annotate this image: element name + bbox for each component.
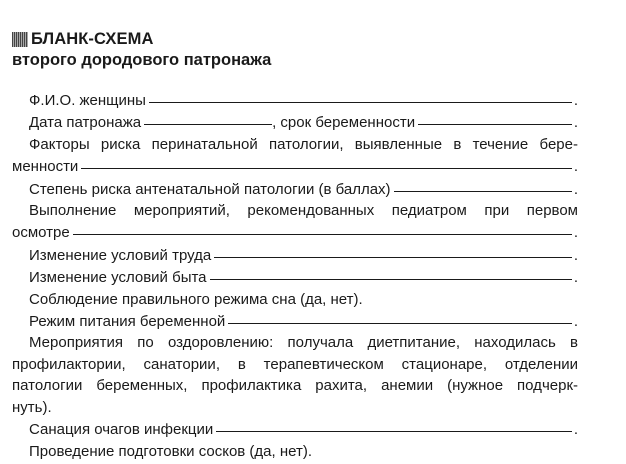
term-label: , срок беременности bbox=[272, 114, 416, 132]
risk-degree-label: Степень риска антенатальной патологии (в баллах) bbox=[29, 180, 391, 198]
fio-dot: . bbox=[573, 92, 578, 109]
life-dot: . bbox=[573, 269, 578, 287]
fio-label: Ф.И.О. женщины bbox=[29, 92, 146, 109]
diet-label: Режим питания беременной bbox=[29, 313, 226, 331]
title-row bbox=[12, 28, 271, 50]
risk-factors-field[interactable] bbox=[81, 153, 572, 169]
work-label: Изменение условий труда bbox=[29, 246, 212, 264]
date-label: Дата патронажа bbox=[29, 114, 142, 132]
date-field[interactable] bbox=[144, 109, 272, 125]
diet-dot: . bbox=[573, 313, 578, 331]
measures-row bbox=[12, 221, 578, 243]
risk-factors-line2: менности bbox=[12, 158, 79, 176]
risk-factors-dot: . bbox=[573, 158, 578, 176]
life-row bbox=[12, 266, 578, 288]
term-dot: . bbox=[573, 114, 578, 132]
risk-degree-field[interactable] bbox=[394, 176, 572, 192]
measures-dot: . bbox=[573, 224, 578, 242]
fio-field[interactable] bbox=[149, 87, 572, 103]
date-row bbox=[12, 111, 578, 133]
form-header bbox=[12, 28, 271, 70]
infection-dot: . bbox=[573, 421, 578, 439]
life-label: Изменение условий быта bbox=[29, 269, 207, 287]
work-row bbox=[12, 244, 578, 266]
work-field[interactable] bbox=[214, 242, 572, 258]
diet-field[interactable] bbox=[228, 308, 572, 324]
sleep-row: Соблюдение правильного режима сна (да, нет). bbox=[29, 290, 363, 308]
risk-factors-line1: Факторы риска перинатальной патологии, выявленные в течение бере- bbox=[29, 135, 578, 153]
risk-degree-row bbox=[12, 178, 578, 200]
health-line4: нуть). bbox=[12, 398, 52, 416]
square-marker-icon bbox=[12, 32, 28, 47]
infection-row bbox=[12, 418, 578, 440]
measures-line1: Выполнение мероприятий, рекомендованных педиатром при первом bbox=[29, 202, 578, 220]
nipples-row: Проведение подготовки сосков (да, нет). bbox=[29, 442, 313, 460]
term-field[interactable] bbox=[418, 109, 572, 125]
risk-factors-row bbox=[12, 155, 578, 177]
risk-degree-dot: . bbox=[573, 180, 578, 198]
measures-line2: осмотре bbox=[12, 224, 70, 242]
fio-row bbox=[12, 89, 578, 111]
infection-label: Санация очагов инфекции bbox=[29, 421, 214, 439]
form-title: БЛАНК-СХЕМА bbox=[31, 29, 154, 48]
health-line1: Мероприятия по оздоровлению: получала диетпитание, находилась в bbox=[29, 334, 578, 352]
health-line2: профилактории, санатории, в терапевтическом стационаре, отделении bbox=[12, 355, 578, 373]
health-line3: патологии беременных, профилактика рахита, анемии (нужное подчерк- bbox=[12, 377, 578, 395]
measures-field[interactable] bbox=[73, 219, 572, 235]
life-field[interactable] bbox=[210, 264, 572, 280]
infection-field[interactable] bbox=[216, 416, 572, 432]
patronage-form bbox=[12, 89, 578, 462]
diet-row bbox=[12, 310, 578, 332]
work-dot: . bbox=[573, 246, 578, 264]
form-subtitle: второго дородового патронажа bbox=[12, 51, 272, 69]
